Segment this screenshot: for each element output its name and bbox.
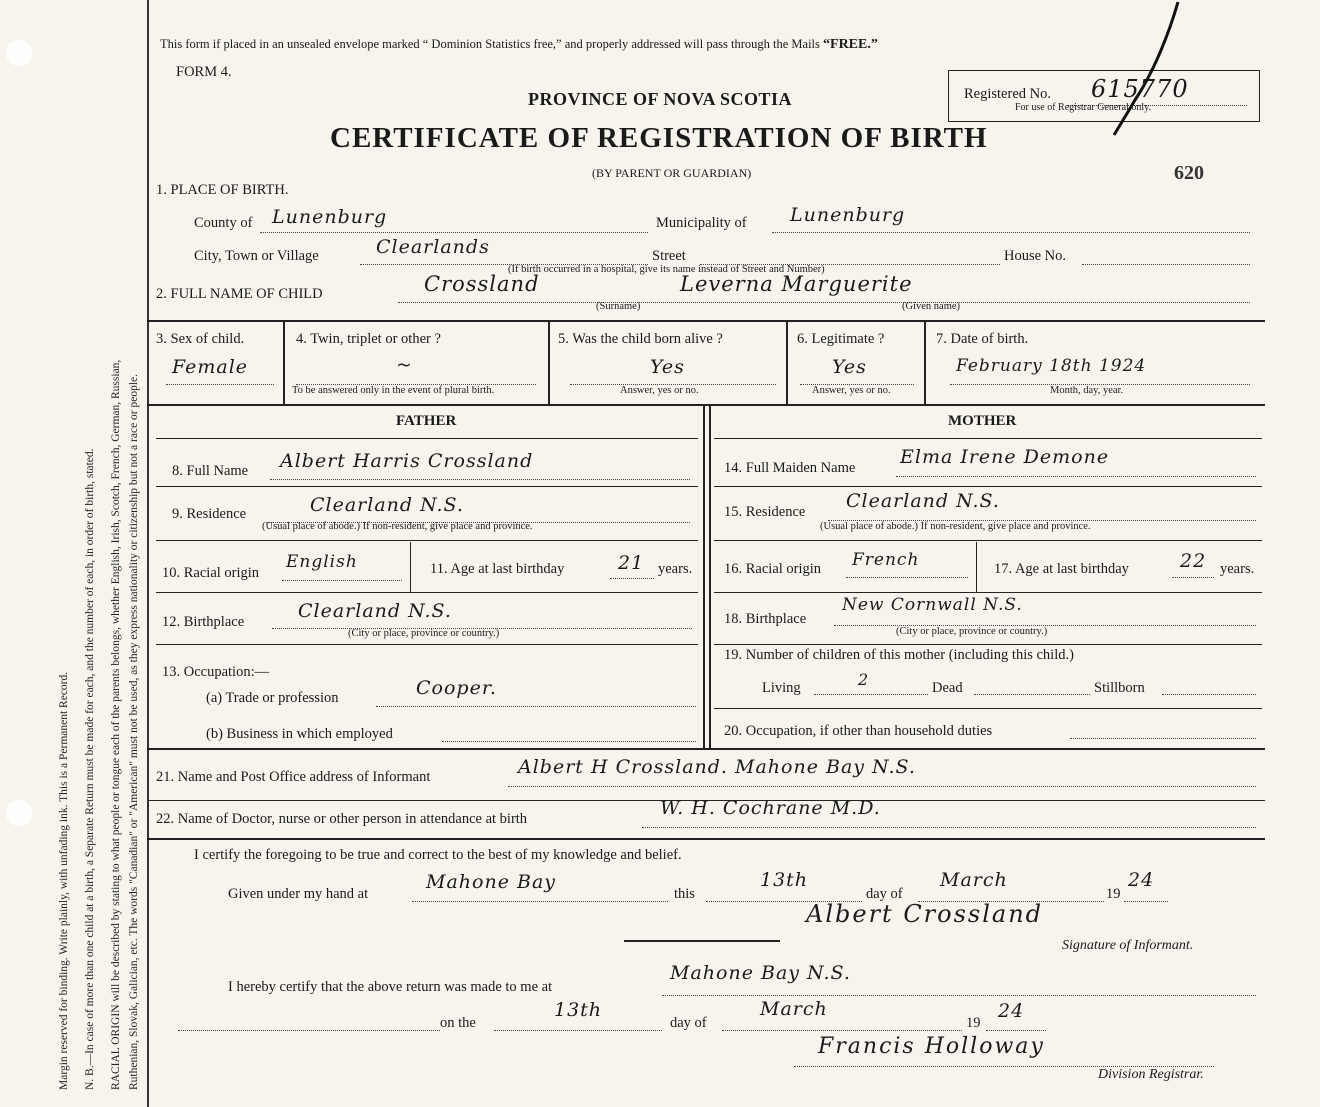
corner-stamp: 620 [1174,162,1204,184]
row-rule [156,644,698,645]
on-the-label: on the [440,1015,476,1031]
doctor-label: 22. Name of Doctor, nurse or other person in attendance at birth [156,811,528,827]
doctor-line [642,827,1256,828]
given-name-note: (Given name) [902,301,961,312]
mother-heading: MOTHER [948,413,1017,429]
reg-month-line [722,1030,962,1031]
binding-margin-rule [147,0,149,1107]
row-rule [156,438,698,439]
mail-notice: This form if placed in an unsealed envelope marked “ Dominion Statistics free,” and properly addressed will pass through the Mails “FREE.” [160,37,878,52]
street-label: Street [652,248,686,264]
reg-year-line [986,1030,1046,1031]
certificate-subtitle: (BY PARENT OR GUARDIAN) [592,166,752,180]
row-rule [714,540,1262,541]
cell-divider [786,322,788,404]
father-racial-origin-value: English [286,552,358,572]
short-rule [624,940,780,942]
living-label: Living [762,680,801,696]
cell-divider [548,322,550,404]
mother-residence-value: Clearland N.S. [846,490,1000,512]
reg-year-prefix: 19 [966,1015,981,1031]
row-rule [714,708,1262,709]
father-heading: FATHER [396,413,457,429]
reg-month-value: March [760,998,828,1020]
county-label: County of [194,215,253,231]
city-label: City, Town or Village [194,248,319,264]
cert-year-line [1124,901,1168,902]
doctor-value: W. H. Cochrane M.D. [660,797,881,819]
cell-divider [976,542,977,592]
cell-divider [283,322,285,404]
mother-age-line [1172,577,1214,578]
cert-day-of-label: day of [866,886,903,902]
date-of-birth-note: Month, day, year. [1050,385,1124,396]
cert-day-value: 13th [760,869,809,891]
cert-year-prefix: 19 [1106,886,1121,902]
reg-day-value: 13th [554,999,603,1021]
mother-name-label: 14. Full Maiden Name [724,460,856,476]
child-given-name-value: Leverna Marguerite [680,272,913,296]
county-line [260,232,648,233]
legitimate-label: 6. Legitimate ? [797,331,885,347]
father-residence-note: (Usual place of abode.) If non-resident, give place and province. [262,521,533,532]
place-of-birth-heading: 1. PLACE OF BIRTH. [156,182,289,198]
father-age-value: 21 [618,552,645,574]
cert-year-value: 24 [1128,869,1155,891]
margin-note-multiple-births: N. B.—In case of more than one child at a birth, a Separate Return must be made for each, and the number of each, in order of birth, stated. [84,448,96,1090]
row-rule [714,592,1262,593]
father-trade-line [376,706,696,707]
registrar-general-note: For use of Registrar General only. [1015,102,1151,113]
cell-divider [924,322,926,404]
province-heading: PROVINCE OF NOVA SCOTIA [528,89,793,109]
mother-occupation-label: 20. Occupation, if other than household duties [724,723,993,739]
cell-divider [410,542,411,592]
father-age-unit: years. [658,561,693,577]
section-rule [147,404,1265,406]
certificate-title: CERTIFICATE OF REGISTRATION OF BIRTH [330,122,988,154]
row-rule [156,486,698,487]
column-divider [703,406,705,748]
legitimate-value: Yes [832,356,867,378]
municipality-line [772,232,1250,233]
mother-birthplace-note: (City or place, province or country.) [896,626,1048,637]
child-surname-value: Crossland [424,272,540,296]
stillborn-line [1162,694,1256,695]
date-of-birth-label: 7. Date of birth. [936,331,1029,347]
father-business-label: (b) Business in which employed [206,726,393,742]
given-place-value: Mahone Bay [426,871,557,893]
child-name-label: 2. FULL NAME OF CHILD [156,286,323,302]
father-racial-origin-label: 10. Racial origin [162,565,260,581]
house-no-line [1082,264,1250,265]
margin-note-binding: Margin reserved for binding. Write plainly, with unfading ink. This is a Permanent Record. [58,671,70,1090]
father-trade-label: (a) Trade or profession [206,690,339,706]
born-alive-note: Answer, yes or no. [620,385,699,396]
mother-racial-origin-label: 16. Racial origin [724,561,822,577]
municipality-label: Municipality of [656,215,747,231]
stillborn-label: Stillborn [1094,680,1145,696]
mother-birthplace-value: New Cornwall N.S. [842,595,1023,615]
mother-racial-origin-value: French [852,550,920,570]
informant-label: 21. Name and Post Office address of Informant [156,769,431,785]
section-rule [147,320,1265,322]
father-racial-origin-line [282,580,402,581]
living-value: 2 [858,670,870,689]
child-name-line [398,302,1250,303]
mother-age-label: 17. Age at last birthday [994,561,1129,577]
row-rule [156,540,698,541]
father-residence-value: Clearland N.S. [310,494,464,516]
mother-children-label: 19. Number of children of this mother (including this child.) [724,647,1074,663]
mother-age-value: 22 [1180,550,1207,572]
hospital-note: (If birth occurred in a hospital, give its name instead of Street and Number) [508,264,825,275]
registrar-blank-line [178,1030,440,1031]
registered-no-value: 615770 [1091,75,1189,103]
father-residence-label: 9. Residence [172,506,247,522]
father-name-line [270,479,690,480]
given-under-hand-label: Given under my hand at [228,886,369,902]
column-divider [709,406,711,748]
informant-value: Albert H Crossland. Mahone Bay N.S. [518,756,916,778]
registrar-place-line [662,995,1256,996]
division-registrar-label: Division Registrar. [1098,1067,1204,1082]
sex-label: 3. Sex of child. [156,331,245,347]
mother-age-unit: years. [1220,561,1255,577]
legitimate-note: Answer, yes or no. [812,385,891,396]
dead-line [974,694,1090,695]
sex-value: Female [172,356,249,378]
signature-of-informant-label: Signature of Informant. [1062,938,1194,953]
registrar-signature: Francis Holloway [818,1034,1045,1059]
row-rule [156,592,698,593]
dead-label: Dead [932,680,963,696]
mother-name-line [896,476,1256,477]
reg-day-line [494,1030,662,1031]
father-trade-value: Cooper. [416,677,497,699]
sex-line [166,384,274,385]
born-alive-value: Yes [650,356,685,378]
certification-statement: I certify the foregoing to be true and correct to the best of my knowledge and belief. [194,847,682,863]
father-name-label: 8. Full Name [172,463,249,479]
father-age-line [610,578,654,579]
date-of-birth-value: February 18th 1924 [956,356,1147,376]
father-occupation-label: 13. Occupation:— [162,664,270,680]
margin-note-racial-origin: RACIAL ORIGIN will be described by stating to what people or tongue each of the parents belongs, whether English, Irish, Scotch, French, German, Russian, [110,359,122,1090]
twin-note: To be answered only in the event of plural birth. [292,385,495,396]
living-line [814,694,928,695]
reg-year-value: 24 [998,1000,1025,1022]
row-rule [714,438,1262,439]
informant-line [508,786,1256,787]
punch-hole [6,40,32,66]
father-age-label: 11. Age at last birthday [430,561,565,577]
municipality-value: Lunenburg [790,204,906,226]
twin-value: ~ [396,354,413,376]
section-rule [147,838,1265,840]
reg-day-of-label: day of [670,1015,707,1031]
born-alive-label: 5. Was the child born alive ? [558,331,723,347]
father-business-line [442,741,696,742]
informant-signature: Albert Crossland [806,900,1044,928]
mother-residence-note: (Usual place of abode.) If non-resident, give place and province. [820,521,1091,532]
pen-stroke [1100,0,1190,140]
section-rule [147,748,1265,750]
surname-note: (Surname) [596,301,641,312]
mother-birthplace-label: 18. Birthplace [724,611,807,627]
county-value: Lunenburg [272,206,388,228]
cert-month-value: March [940,869,1008,891]
father-name-value: Albert Harris Crossland [280,450,534,472]
row-rule [714,644,1262,645]
father-birthplace-value: Clearland N.S. [298,600,452,622]
punch-hole [6,800,32,826]
registrar-place-value: Mahone Bay N.S. [670,962,851,984]
this-label: this [674,886,695,902]
form-number: FORM 4. [176,64,232,80]
mother-occupation-line [1070,738,1256,739]
mother-name-value: Elma Irene Demone [900,446,1110,468]
house-no-label: House No. [1004,248,1067,264]
mother-residence-label: 15. Residence [724,504,806,520]
city-value: Clearlands [376,236,490,258]
twin-label: 4. Twin, triplet or other ? [296,331,441,347]
registrar-statement: I hereby certify that the above return was made to me at [228,979,553,995]
row-rule [714,486,1262,487]
father-birthplace-label: 12. Birthplace [162,614,245,630]
given-place-line [412,901,668,902]
father-birthplace-note: (City or place, province or country.) [348,628,500,639]
margin-note-nationality: Ruthenian, Slovak, Galician, etc. The words "Canadian" or "American" must not be used, as they express nationality or citizenship but not a race or people. [128,373,140,1090]
registered-no-label: Registered No. [964,86,1051,102]
mother-racial-origin-line [846,577,968,578]
